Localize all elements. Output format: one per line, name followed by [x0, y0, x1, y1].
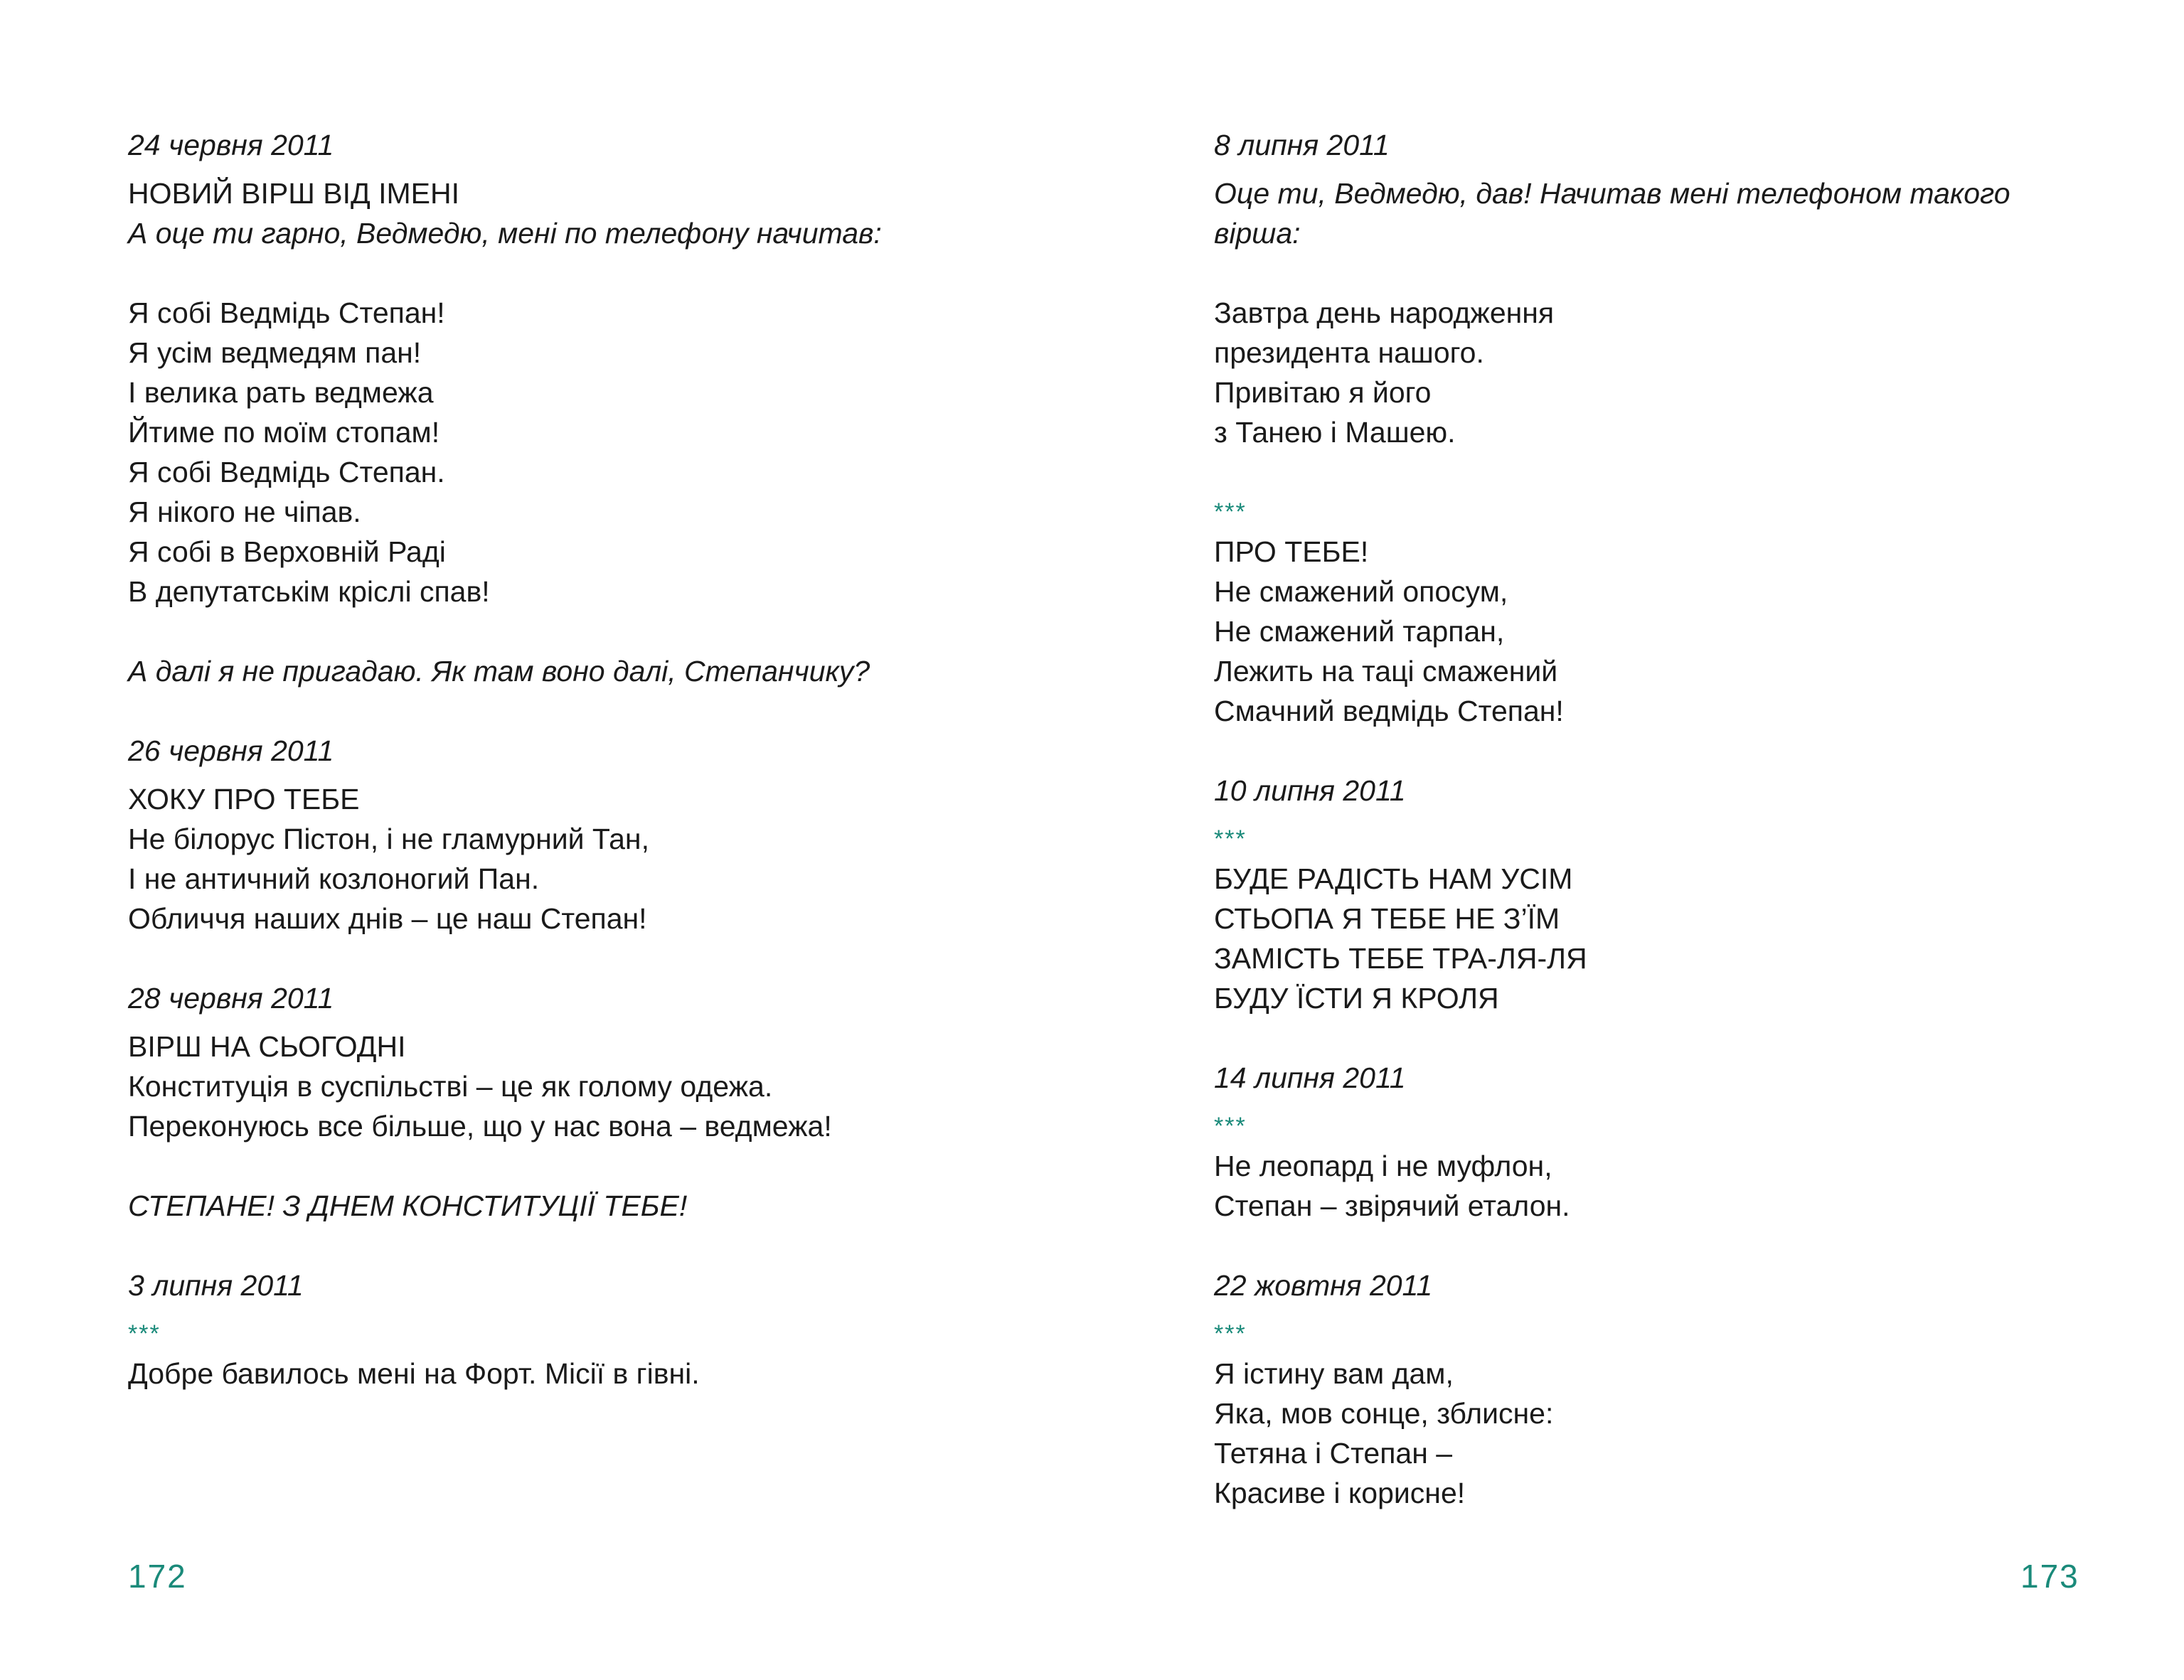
poem-title: ПРО ТЕБЕ! — [1214, 535, 1369, 568]
page-number: 173 — [2020, 1558, 2079, 1595]
verse-line: президента нашого. — [1214, 336, 1484, 369]
poem-title: ВІРШ НА СЬОГОДНІ — [128, 1030, 406, 1063]
verse-line: БУДУ ЇСТИ Я КРОЛЯ — [1214, 982, 1499, 1015]
entry-date: 10 липня 2011 — [1214, 774, 1406, 807]
entry-date: 3 липня 2011 — [128, 1269, 304, 1302]
verse-line: Я істину вам дам, — [1214, 1357, 1454, 1390]
entry-date: 26 червня 2011 — [128, 734, 334, 767]
verse-line: Я собі Ведмідь Степан! — [128, 296, 445, 329]
verse-line: БУДЕ РАДІСТЬ НАМ УСІМ — [1214, 862, 1573, 895]
verse-line: Добре бавилось мені на Форт. Місії в гівні. — [128, 1357, 700, 1390]
verse-line: Привітаю я його — [1214, 376, 1432, 409]
verse-line: Не смажений тарпан, — [1214, 615, 1505, 648]
poem-title: ХОКУ ПРО ТЕБЕ — [128, 783, 360, 815]
verse-line: Йтиме по моїм стопам! — [128, 416, 440, 449]
verse-line: Я собі в Верховній Раді — [128, 535, 446, 568]
diary-entry — [1214, 771, 2138, 1018]
verse-line: Степан – звірячий еталон. — [1214, 1189, 1570, 1222]
verse-line: Завтра день народження — [1214, 296, 1555, 329]
verse-line: І велика рать ведмежа — [128, 376, 434, 409]
diary-entry — [1214, 492, 2138, 731]
poem-title: НОВИЙ ВІРШ ВІД ІМЕНІ — [128, 177, 460, 210]
entry-outro: СТЕПАНЕ! З ДНЕМ КОНСТИТУЦІЇ ТЕБЕ! — [128, 1189, 688, 1222]
diary-entry — [1214, 125, 2138, 452]
verse-line: Я усім ведмедям пан! — [128, 336, 422, 369]
entry-date: 14 липня 2011 — [1214, 1061, 1406, 1094]
page-number: 172 — [128, 1558, 187, 1595]
diary-entry — [128, 125, 1053, 691]
right-column — [1214, 125, 2138, 1553]
left-column — [128, 125, 1053, 1433]
verse-line: Я собі Ведмідь Степан. — [128, 456, 445, 488]
verse-line: Не білорус Пістон, і не гламурний Тан, — [128, 823, 649, 855]
entry-intro: Оце ти, Ведмедю, дав! Начитав мені телефоном такого — [1214, 177, 2010, 210]
verse-line: Красиве і корисне! — [1214, 1477, 1466, 1509]
asterism-divider: *** — [1214, 498, 1247, 525]
verse-line: з Танею і Машею. — [1214, 416, 1456, 449]
entry-date: 28 червня 2011 — [128, 982, 334, 1015]
entry-date: 8 липня 2011 — [1214, 129, 1390, 161]
diary-entry — [128, 978, 1053, 1226]
verse-line: І не античний козлоногий Пан. — [128, 862, 540, 895]
verse-line: Яка, мов сонце, зблисне: — [1214, 1397, 1554, 1430]
entry-intro: вірша: — [1214, 217, 1301, 250]
right-page — [1092, 0, 2184, 1680]
asterism-divider: *** — [1214, 1320, 1247, 1347]
entry-date: 24 червня 2011 — [128, 129, 334, 161]
entry-date: 22 жовтня 2011 — [1214, 1269, 1433, 1302]
verse-line: Переконуюсь все більше, що у нас вона – ведмежа! — [128, 1110, 832, 1143]
diary-entry — [128, 731, 1053, 938]
verse-line: Не леопард і не муфлон, — [1214, 1150, 1552, 1182]
verse-line: Смачний ведмідь Степан! — [1214, 695, 1564, 727]
diary-entry — [1214, 1058, 2138, 1226]
asterism-divider: *** — [1214, 825, 1247, 852]
verse-line: ЗАМІСТЬ ТЕБЕ ТРА-ЛЯ-ЛЯ — [1214, 942, 1587, 975]
verse-line: Обличчя наших днів – це наш Степан! — [128, 902, 647, 935]
entry-outro: А далі я не пригадаю. Як там воно далі, Степанчику? — [128, 655, 870, 687]
verse-line: Не смажений опосум, — [1214, 575, 1508, 608]
entry-intro: А оце ти гарно, Ведмедю, мені по телефону начитав: — [128, 217, 882, 250]
verse-line: СТЬОПА Я ТЕБЕ НЕ З’ЇМ — [1214, 902, 1560, 935]
verse-line: Лежить на таці смажений — [1214, 655, 1558, 687]
asterism-divider: *** — [128, 1320, 161, 1347]
verse-line: Конституція в суспільстві – це як голому одежа. — [128, 1070, 773, 1103]
verse-line: Я нікого не чіпав. — [128, 496, 361, 528]
diary-entry — [128, 1266, 1053, 1393]
verse-line: В депутатськім кріслі спав! — [128, 575, 490, 608]
asterism-divider: *** — [1214, 1113, 1247, 1140]
diary-entry — [1214, 1266, 2138, 1513]
verse-line: Тетяна і Степан – — [1214, 1437, 1453, 1470]
